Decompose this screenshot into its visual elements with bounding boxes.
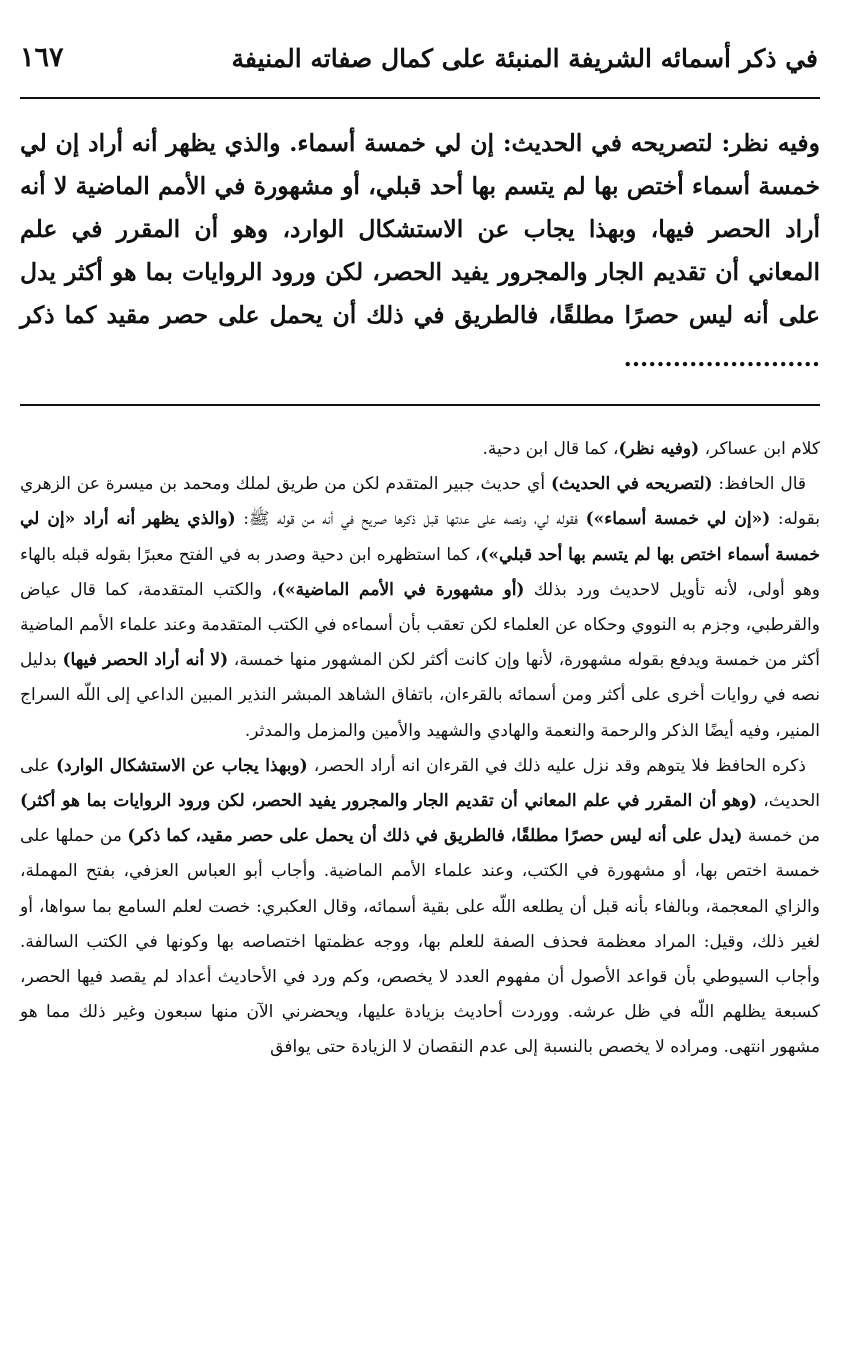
quoted-phrase: (أو مشهورة في الأمم الماضية») <box>276 579 525 600</box>
main-text-dots: ........................ <box>623 344 820 372</box>
text-run: على الحديث، <box>20 755 821 812</box>
page-number: ١٦٧ <box>20 42 64 73</box>
running-header <box>20 40 818 86</box>
text-run: أي حديث جبير المتقدم لكن من طريق لملك ومحمد بن ميسرة عن الزهري بقوله: <box>20 474 820 530</box>
quoted-phrase: (لتصريحه في الحديث) <box>550 474 713 495</box>
text-run: فقوله لي، ونصه على عدتها قبل ذكرها صريح في أنه من قوله ﷺ: <box>235 509 586 530</box>
quoted-phrase: (يدل على أنه ليس حصرًا مطلقًا، فالطريق في ذلك أن يحمل على حصر مقيد، كما ذكر) <box>127 826 743 847</box>
commentary-block <box>20 432 820 1066</box>
quoted-phrase: (وبهذا يجاب عن الاستشكال الوارد) <box>55 755 308 776</box>
commentary-paragraph-2 <box>20 467 820 749</box>
quoted-phrase: (لا أنه أراد الحصر فيها) <box>62 650 229 671</box>
section-divider <box>20 404 820 406</box>
chapter-title: في ذكر أسمائه الشريفة المنبئة على كمال صفاته المنيفة <box>231 44 818 73</box>
text-run: ، كما استظهره ابن دحية وصدر به في الفتح معبرًا بقوله قبله بالهاء وهو أولى، لأنه تأويل لاحديث ورد بذلك <box>20 544 820 600</box>
quoted-phrase: (والذي يظهر أنه أراد «إن لي خمسة أسماء اختص بها لم يتسم بها أحد قبلي») <box>20 509 820 565</box>
quoted-phrase: (وهو أن المقرر في علم المعاني أن تقديم الجار والمجرور يفيد الحصر، لكن ورود الروايات بما هو أكثر) <box>20 791 758 812</box>
text-run: ذكره الحافظ فلا يتوهم وقد نزل عليه ذلك في القرءان انه أراد الحصر، <box>307 755 806 776</box>
quoted-phrase: («إن لي خمسة أسماء») <box>585 509 771 530</box>
text-run: كلام ابن عساكر، <box>699 439 820 459</box>
text-run: ، والكتب المتقدمة، كما قال عياض والقرطبي، وجزم به النووي وحكاه عن العلماء لكن تعقب بأن أسماءه في الكتب المتقدمة وعند علماء الأمم الماضية أكثر من خمسة ويدفع بقوله مشهورة، لأنها وإن كانت أكثر لكن المشهور منها خمسة، <box>20 579 820 671</box>
text-run: من خمسة <box>742 826 820 847</box>
main-text-block <box>20 122 820 380</box>
text-run: قال الحافظ: <box>712 474 806 495</box>
text-run: بدليل نصه في روايات أخرى على أكثر ومن أسمائه بالقرءان، باتفاق الشاهد المبشر النذير المبين الداعي إلى اللّه السراج المنير، وفيه أيضًا الذكر والرحمة والنعمة والهادي والشهيد والأمين والمزمل والمدثر. <box>20 650 820 741</box>
commentary-paragraph-1 <box>20 432 820 467</box>
main-text: وفيه نظر: لتصريحه في الحديث: إن لي خمسة أسماء. والذي يظهر أنه أراد إن لي خمسة أسماء أختص بها لم يتسم بها أحد قبلي، أو مشهورة في الأمم الماضية لا أنه أراد الحصر فيها، وبهذا يجاب عن الاستشكال الوارد، وهو أن المقرر في علم المعاني أن تقديم الجار والمجرور يفيد الحصر، لكن ورود الروايات بما هو أكثر يدل على أنه ليس حصرًا مطلقًا، فالطريق في ذلك أن يحمل على حصر مقيد كما ذكر <box>20 129 820 329</box>
text-run: ، كما قال ابن دحية. <box>482 439 619 459</box>
header-divider <box>20 97 820 99</box>
commentary-paragraph-3 <box>20 749 820 1066</box>
text-run: من حملها على خمسة اختص بها، أو مشهورة في الكتب، وعند علماء الأمم الماضية. وأجاب أبو العباس العزفي، بفتح المهملة، والزاي المعجمة، وبالفاء بأنه قبل أن يطلعه اللّه على بقية أسمائه، وقال العكبري: خصت لعلم السامع بما سواها، أو لغير ذلك، وقيل: المراد معظمة فحذف الصفة للعلم بها، ووجه عظمتها اختصاصه بها وكونها في الكتب السالفة. وأجاب السيوطي بأن قواعد الأصول أن مفهوم العدد لا يخصص، وكم ورد في الأحاديث أعداد لم يقصد فيها الحصر، كسبعة يظلهم اللّه في ظل عرشه. ووردت أحاديث بزيادة عليها، ويحضرني الآن منها سبعون وغير ذلك مما هو مشهور انتهى. ومراده لا يخصص بالنسبة إلى عدم النقصان لا الزيادة حتى يوافق <box>20 826 820 1058</box>
quoted-phrase: (وفيه نظر) <box>618 439 700 459</box>
